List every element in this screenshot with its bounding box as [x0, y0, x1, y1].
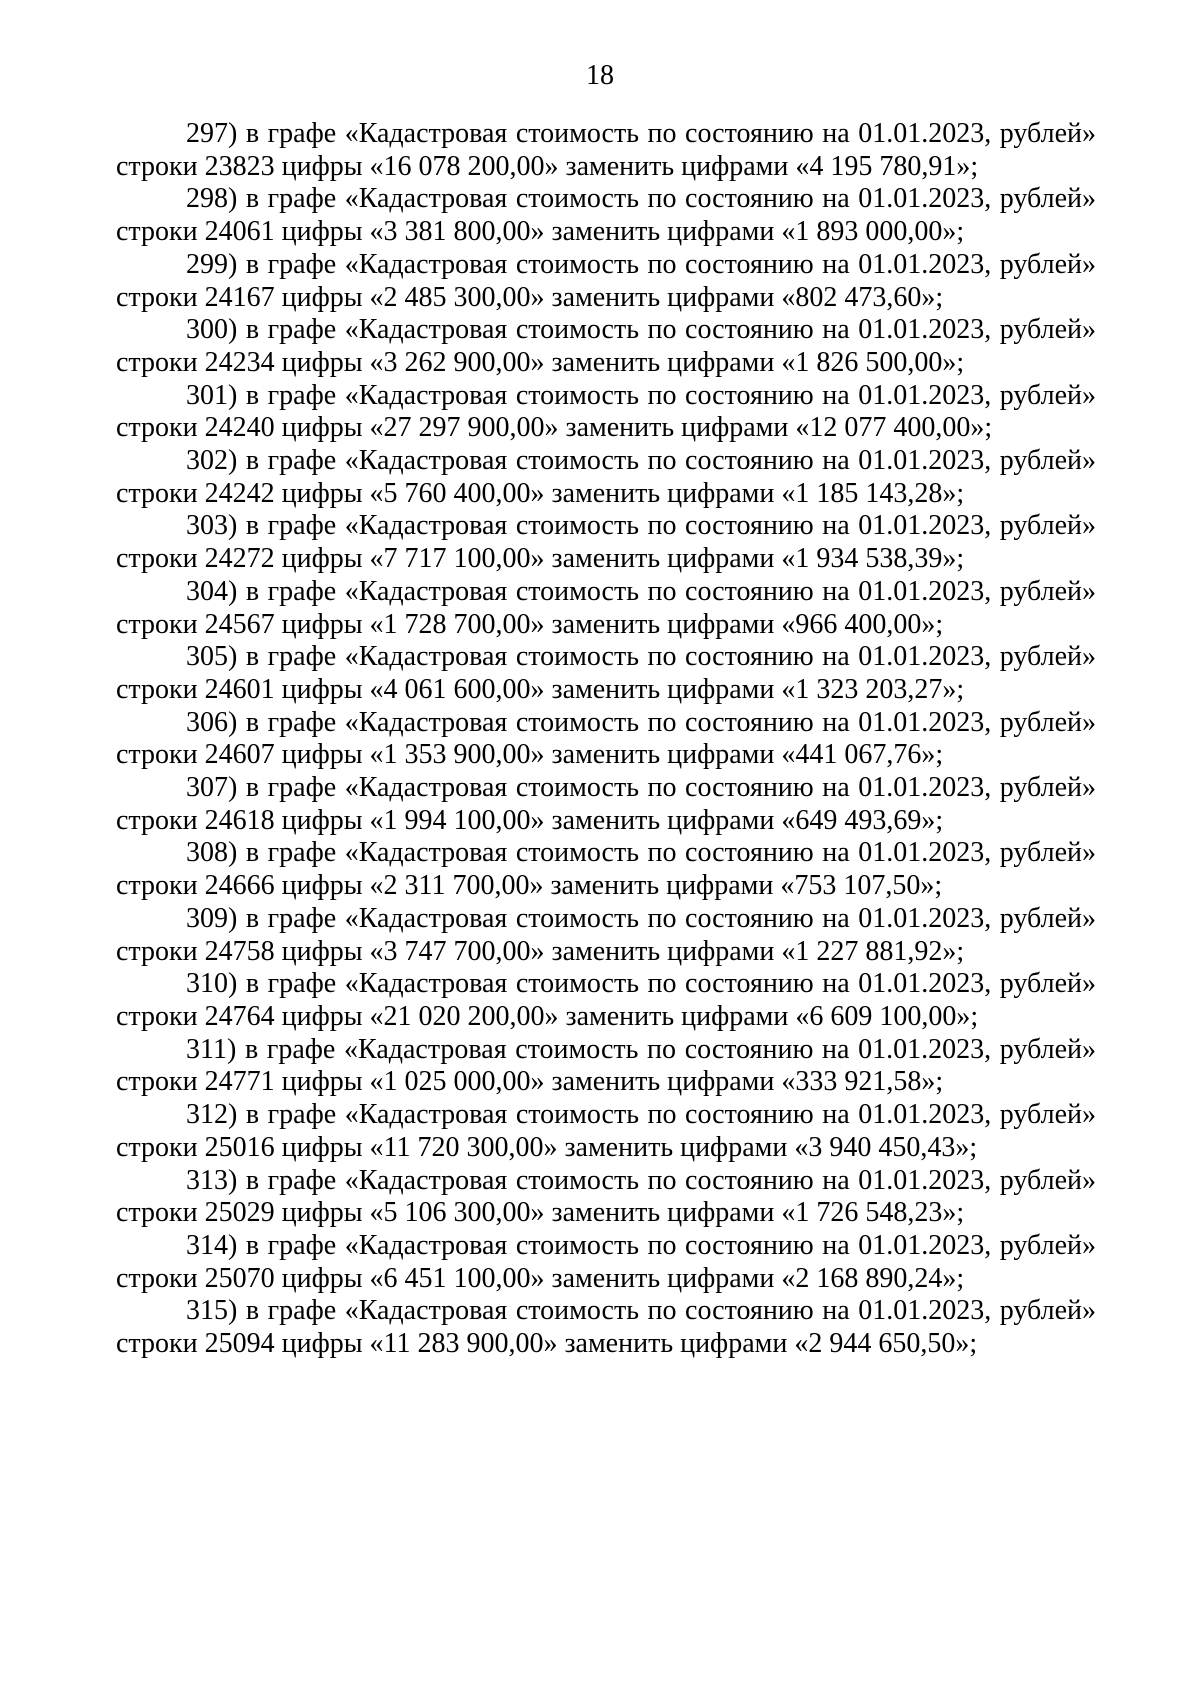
amendment-item: 298) в графе «Кадастровая стоимость по состоянию на 01.01.2023, рублей» строки 24061 цифры «3 381 800,00» заменить цифрами «1 893 000,00»; — [116, 183, 1096, 248]
amendment-item: 314) в графе «Кадастровая стоимость по состоянию на 01.01.2023, рублей» строки 25070 цифры «6 451 100,00» заменить цифрами «2 168 890,24»; — [116, 1229, 1096, 1294]
amendment-item: 301) в графе «Кадастровая стоимость по состоянию на 01.01.2023, рублей» строки 24240 цифры «27 297 900,00» заменить цифрами «12 077 400,00»; — [116, 379, 1096, 444]
amendment-item: 312) в графе «Кадастровая стоимость по состоянию на 01.01.2023, рублей» строки 25016 цифры «11 720 300,00» заменить цифрами «3 940 450,43»; — [116, 1099, 1096, 1163]
amendment-item: 311) в графе «Кадастровая стоимость по состоянию на 01.01.2023, рублей» строки 24771 цифры «1 025 000,00» заменить цифрами «333 921,58»; — [116, 1033, 1096, 1098]
amendment-item: 313) в графе «Кадастровая стоимость по состоянию на 01.01.2023, рублей» строки 25029 цифры «5 106 300,00» заменить цифрами «1 726 548,23»; — [116, 1164, 1096, 1229]
amendment-item: 302) в графе «Кадастровая стоимость по состоянию на 01.01.2023, рублей» строки 24242 цифры «5 760 400,00» заменить цифрами «1 185 143,28»; — [116, 445, 1096, 509]
amendment-item: 305) в графе «Кадастровая стоимость по состоянию на 01.01.2023, рублей» строки 24601 цифры «4 061 600,00» заменить цифрами «1 323 203,27»; — [116, 641, 1096, 705]
document-body — [116, 118, 1096, 1361]
amendment-item: 306) в графе «Кадастровая стоимость по состоянию на 01.01.2023, рублей» строки 24607 цифры «1 353 900,00» заменить цифрами «441 067,76»; — [116, 706, 1096, 771]
amendment-item: 308) в графе «Кадастровая стоимость по состоянию на 01.01.2023, рублей» строки 24666 цифры «2 311 700,00» заменить цифрами «753 107,50»; — [116, 837, 1096, 902]
amendment-item: 309) в графе «Кадастровая стоимость по состоянию на 01.01.2023, рублей» строки 24758 цифры «3 747 700,00» заменить цифрами «1 227 881,92»; — [116, 902, 1096, 967]
amendment-item: 297) в графе «Кадастровая стоимость по состоянию на 01.01.2023, рублей» строки 23823 цифры «16 078 200,00» заменить цифрами «4 195 780,91»; — [116, 118, 1096, 182]
amendment-item: 303) в графе «Кадастровая стоимость по состоянию на 01.01.2023, рублей» строки 24272 цифры «7 717 100,00» заменить цифрами «1 934 538,39»; — [116, 510, 1096, 575]
amendment-item: 299) в графе «Кадастровая стоимость по состоянию на 01.01.2023, рублей» строки 24167 цифры «2 485 300,00» заменить цифрами «802 473,60»; — [116, 248, 1096, 313]
amendment-item: 315) в графе «Кадастровая стоимость по состоянию на 01.01.2023, рублей» строки 25094 цифры «11 283 900,00» заменить цифрами «2 944 650,50»; — [116, 1295, 1096, 1360]
amendment-item: 304) в графе «Кадастровая стоимость по состоянию на 01.01.2023, рублей» строки 24567 цифры «1 728 700,00» заменить цифрами «966 400,00»; — [116, 575, 1096, 640]
page-number: 18 — [586, 60, 614, 91]
amendment-item: 310) в графе «Кадастровая стоимость по состоянию на 01.01.2023, рублей» строки 24764 цифры «21 020 200,00» заменить цифрами «6 609 100,00»; — [116, 968, 1096, 1032]
amendment-item: 307) в графе «Кадастровая стоимость по состоянию на 01.01.2023, рублей» строки 24618 цифры «1 994 100,00» заменить цифрами «649 493,69»; — [116, 772, 1096, 836]
amendment-item: 300) в графе «Кадастровая стоимость по состоянию на 01.01.2023, рублей» строки 24234 цифры «3 262 900,00» заменить цифрами «1 826 500,00»; — [116, 314, 1096, 378]
